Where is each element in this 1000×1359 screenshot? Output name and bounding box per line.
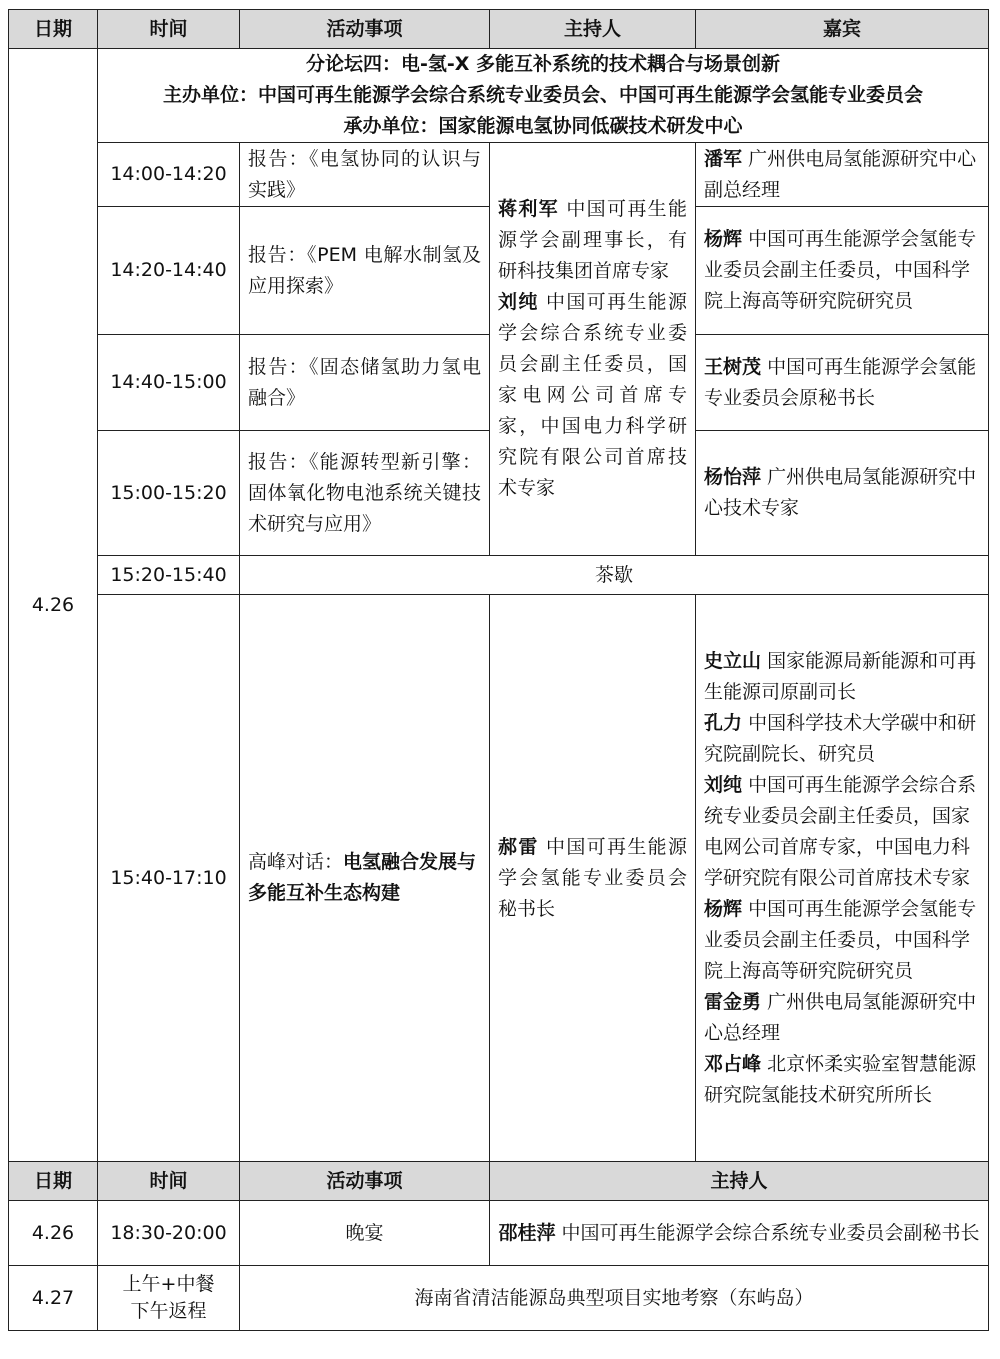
forum-row — [9, 49, 989, 143]
session-time: 14:20-14:40 — [98, 207, 240, 335]
guest-name: 潘军 — [704, 147, 743, 170]
tour-activity: 海南省清洁能源岛典型项目实地考察（东屿岛） — [240, 1266, 989, 1331]
guest-name: 史立山 — [704, 649, 762, 672]
forum-co-organizer: 承办单位：国家能源电氢协同低碳技术研发中心 — [343, 115, 743, 137]
header-guest: 嘉宾 — [696, 10, 989, 49]
dialogue-topic: 电氢融合发展与多能互补生态构建 — [248, 851, 477, 904]
header-activity: 活动事项 — [240, 10, 490, 49]
guest-name: 孔力 — [704, 711, 743, 734]
guest-title: 中国可再生能源学会综合系统专业委员会副主任委员，国家电网公司首席专家，中国电力科学研究院有限公司首席技术专家 — [704, 773, 977, 889]
session-row — [9, 143, 989, 207]
guest-name: 邓占峰 — [704, 1052, 762, 1075]
header-date: 日期 — [9, 10, 98, 49]
host-title: 中国可再生能源学会综合系统专业委员会副主任委员，国家电网公司首席专家，中国电力科学研究院有限公司首席技术专家 — [498, 291, 687, 499]
host-name: 蒋利军 — [498, 198, 559, 220]
dialogue-host-cell — [490, 595, 696, 1162]
host-name: 郝雷 — [498, 835, 539, 858]
schedule-table — [8, 9, 989, 1331]
dialogue-time: 15:40-17:10 — [98, 595, 240, 1162]
tour-time — [98, 1266, 240, 1331]
session-hosts-cell — [490, 143, 696, 556]
break-label: 茶歇 — [240, 556, 989, 595]
guest-name: 杨辉 — [704, 897, 743, 920]
dialogue-guests-cell — [696, 595, 989, 1162]
tour-time-line-2: 下午返程 — [130, 1300, 207, 1322]
header-time: 时间 — [98, 1162, 240, 1201]
session-activity: 报告：《电氢协同的认识与实践》 — [240, 143, 490, 207]
guest-cell — [696, 207, 989, 335]
dinner-date: 4.26 — [9, 1201, 98, 1266]
break-time: 15:20-15:40 — [98, 556, 240, 595]
dialogue-activity — [240, 595, 490, 1162]
host-title: 中国可再生能源学会氢能专业委员会秘书长 — [498, 835, 687, 920]
host-title: 中国可再生能源学会副理事长，有研科技集团首席专家 — [498, 198, 687, 282]
guest-title: 广州供电局氢能源研究中心副总经理 — [704, 147, 977, 201]
date-cell: 4.26 — [9, 49, 98, 1162]
guest-name: 杨辉 — [704, 228, 743, 250]
dinner-row — [9, 1201, 989, 1266]
guest-title: 北京怀柔实验室智慧能源研究院氢能技术研究所所长 — [704, 1052, 977, 1106]
dinner-activity: 晚宴 — [240, 1201, 490, 1266]
header-host: 主持人 — [490, 10, 696, 49]
session-activity: 报告：《PEM 电解水制氢及应用探索》 — [240, 207, 490, 335]
guest-title: 中国科学技术大学碳中和研究院副院长、研究员 — [704, 711, 977, 765]
guest-title: 广州供电局氢能源研究中心技术专家 — [704, 466, 977, 519]
forum-banner — [98, 49, 989, 143]
forum-title: 分论坛四：电-氢-X 多能互补系统的技术耦合与场景创新 — [305, 53, 781, 75]
dinner-time: 18:30-20:00 — [98, 1201, 240, 1266]
forum-organizer: 主办单位：中国可再生能源学会综合系统专业委员会、中国可再生能源学会氢能专业委员会 — [162, 84, 923, 106]
header-activity: 活动事项 — [240, 1162, 490, 1201]
tour-date: 4.27 — [9, 1266, 98, 1331]
dialogue-prefix: 高峰对话： — [248, 851, 344, 873]
guest-title: 广州供电局氢能源研究中心总经理 — [704, 990, 977, 1044]
guest-title: 国家能源局新能源和可再生能源司原副司长 — [704, 649, 977, 703]
tour-row — [9, 1266, 989, 1331]
host-name: 刘纯 — [498, 291, 539, 313]
header-date: 日期 — [9, 1162, 98, 1201]
guest-name: 刘纯 — [704, 773, 743, 796]
header-host: 主持人 — [490, 1162, 989, 1201]
header-time: 时间 — [98, 10, 240, 49]
guest-title: 中国可再生能源学会氢能专业委员会副主任委员，中国科学院上海高等研究院研究员 — [704, 228, 977, 312]
dinner-host-cell — [490, 1201, 989, 1266]
guest-cell — [696, 431, 989, 556]
guest-cell — [696, 335, 989, 431]
session-time: 14:00-14:20 — [98, 143, 240, 207]
break-row — [9, 556, 989, 595]
session-time: 14:40-15:00 — [98, 335, 240, 431]
guest-name: 王树茂 — [704, 355, 762, 378]
header-row — [9, 10, 989, 49]
session-activity: 报告：《能源转型新引擎：固体氧化物电池系统关键技术研究与应用》 — [240, 431, 490, 556]
guest-title: 中国可再生能源学会氢能专业委员会原秘书长 — [704, 355, 977, 409]
guest-name: 杨怡萍 — [704, 466, 762, 488]
session-time: 15:00-15:20 — [98, 431, 240, 556]
host-name: 邵桂萍 — [498, 1221, 556, 1244]
host-title: 中国可再生能源学会综合系统专业委员会副秘书长 — [561, 1221, 980, 1244]
session-activity: 报告：《固态储氢助力氢电融合》 — [240, 335, 490, 431]
guest-cell — [696, 143, 989, 207]
header-row-2 — [9, 1162, 989, 1201]
dialogue-row — [9, 595, 989, 1162]
guest-name: 雷金勇 — [704, 990, 762, 1013]
tour-time-line-1: 上午+中餐 — [122, 1273, 215, 1295]
guest-title: 中国可再生能源学会氢能专业委员会副主任委员，中国科学院上海高等研究院研究员 — [704, 897, 977, 982]
